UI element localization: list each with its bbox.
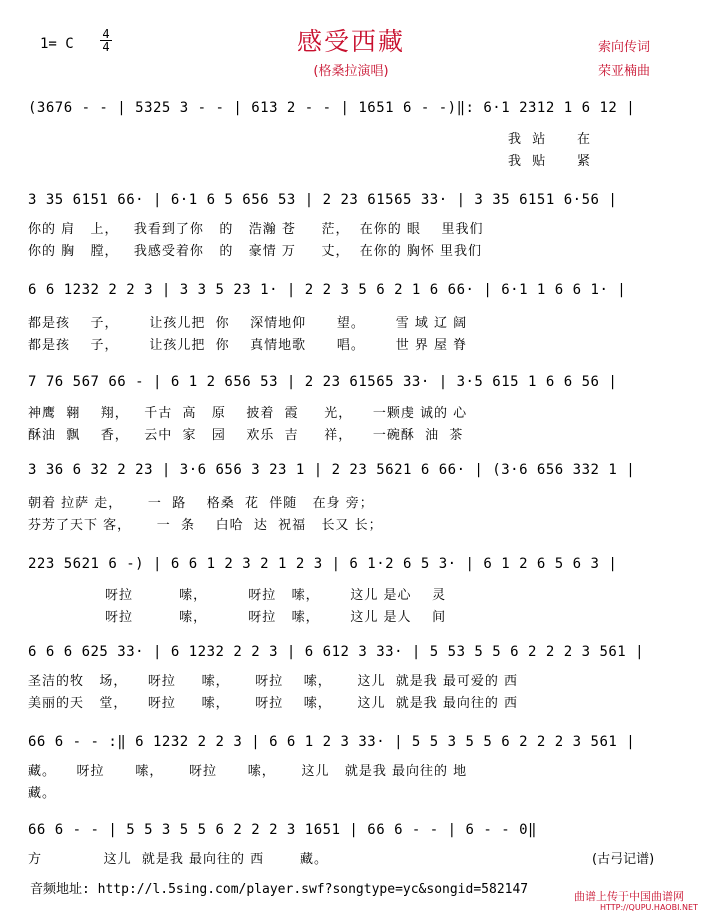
lyric-line-6-verse-2: 呀拉 嗦， 呀拉 嗦， 这儿 是人 间 <box>28 610 447 625</box>
key-signature: 1= C <box>40 36 74 52</box>
time-signature-bottom: 4 <box>100 40 112 53</box>
lyric-line-6-verse-1: 呀拉 嗦， 呀拉 嗦， 这儿 是心 灵 <box>28 588 447 603</box>
notation-line-8: 66 6 - - :‖ 6 1232 2 2 3 | 6 6 1 2 3 33· | 5 5 3 5 5 6 2 2 2 3 561 | <box>28 734 636 750</box>
song-title: 感受西藏 <box>296 27 405 56</box>
notation-line-6: 223 5621 6 -) | 6 6 1 2 3 2 1 2 3 | 6 1·2 6 5 3· | 6 1 2 6 5 6 3 | <box>28 556 618 572</box>
audio-source-link[interactable]: 音频地址: http://l.5sing.com/player.swf?songtype=yc&songid=582147 <box>30 882 529 897</box>
lyric-line-5-verse-2: 芬芳了天下 客， 一 条 白哈 达 祝福 长又 长； <box>28 518 383 533</box>
notation-line-3: 6 6 1232 2 2 3 | 3 3 5 23 1· | 2 2 3 5 6 2 1 6 66· | 6·1 1 6 6 1· | <box>28 282 627 298</box>
lyric-line-8-verse-1: 藏。 呀拉 嗦， 呀拉 嗦， 这儿 就是我 最向往的 地 <box>28 764 468 779</box>
lyric-line-3-verse-1: 都是孩 子， 让孩儿把 你 深情地仰 望。 雪 域 辽 阔 <box>28 316 468 331</box>
site-url-watermark: HTTP://QUPU.HAOBI.NET <box>600 903 698 912</box>
lyric-line-7-verse-1: 圣洁的牧 场， 呀拉 嗦， 呀拉 嗦， 这儿 就是我 最可爱的 西 <box>28 674 518 689</box>
site-watermark: 曲谱上传于中国曲谱网 <box>574 890 684 903</box>
time-signature-top: 4 <box>102 27 110 41</box>
lyricist-credit: 索向传词 <box>598 40 651 55</box>
lyric-line-1-verse-1: 我 站 在 <box>508 132 592 147</box>
notation-line-4: 7 76 567 66 - | 6 1 2 656 53 | 2 23 61565 33· | 3·5 615 1 6 6 56 | <box>28 374 618 390</box>
lyric-line-1-verse-2: 我 贴 紧 <box>508 154 592 169</box>
notation-line-2: 3 35 6151 66· | 6·1 6 5 656 53 | 2 23 61565 33· | 3 35 6151 6·56 | <box>28 192 618 208</box>
notation-line-7: 6 6 6 625 33· | 6 1232 2 2 3 | 6 612 3 33· | 5 53 5 5 6 2 2 2 3 561 | <box>28 644 645 660</box>
composer-credit: 荣亚楠曲 <box>598 64 651 79</box>
lyric-line-5-verse-1: 朝着 拉萨 走， 一 路 格桑 花 伴随 在身 旁； <box>28 496 374 511</box>
transcriber-note: (古弓记谱) <box>592 852 655 867</box>
lyric-line-2-verse-1: 你的 肩 上， 我看到了你 的 浩瀚 苍 茫， 在你的 眼 里我们 <box>28 222 484 237</box>
lyric-line-9-verse-1: 方 这儿 就是我 最向往的 西 藏。 <box>28 852 329 867</box>
notation-line-9: 66 6 - - | 5 5 3 5 5 6 2 2 2 3 1651 | 66 6 - - | 6 - - 0‖ <box>28 822 537 838</box>
notation-line-1: (3676 - - | 5325 3 - - | 613 2 - - | 1651 6 - -)‖: 6·1 2312 1 6 12 | <box>28 100 636 116</box>
lyric-line-8-verse-2: 藏。 <box>28 786 57 801</box>
performer-subtitle: (格桑拉演唱) <box>313 64 389 79</box>
time-signature <box>100 28 112 53</box>
lyric-line-2-verse-2: 你的 胸 膛， 我感受着你 的 豪情 万 丈， 在你的 胸怀 里我们 <box>28 244 483 259</box>
lyric-line-3-verse-2: 都是孩 子， 让孩儿把 你 真情地歌 唱。 世 界 屋 脊 <box>28 338 468 353</box>
lyric-line-4-verse-2: 酥油 飘 香， 云中 家 园 欢乐 吉 祥， 一碗酥 油 茶 <box>28 428 464 443</box>
lyric-line-7-verse-2: 美丽的天 堂， 呀拉 嗦， 呀拉 嗦， 这儿 就是我 最向往的 西 <box>28 696 518 711</box>
notation-line-5: 3 36 6 32 2 23 | 3·6 656 3 23 1 | 2 23 5621 6 66· | (3·6 656 332 1 | <box>28 462 636 478</box>
lyric-line-4-verse-1: 神鹰 翱 翔， 千古 高 原 披着 霞 光， 一颗虔 诚的 心 <box>28 406 468 421</box>
